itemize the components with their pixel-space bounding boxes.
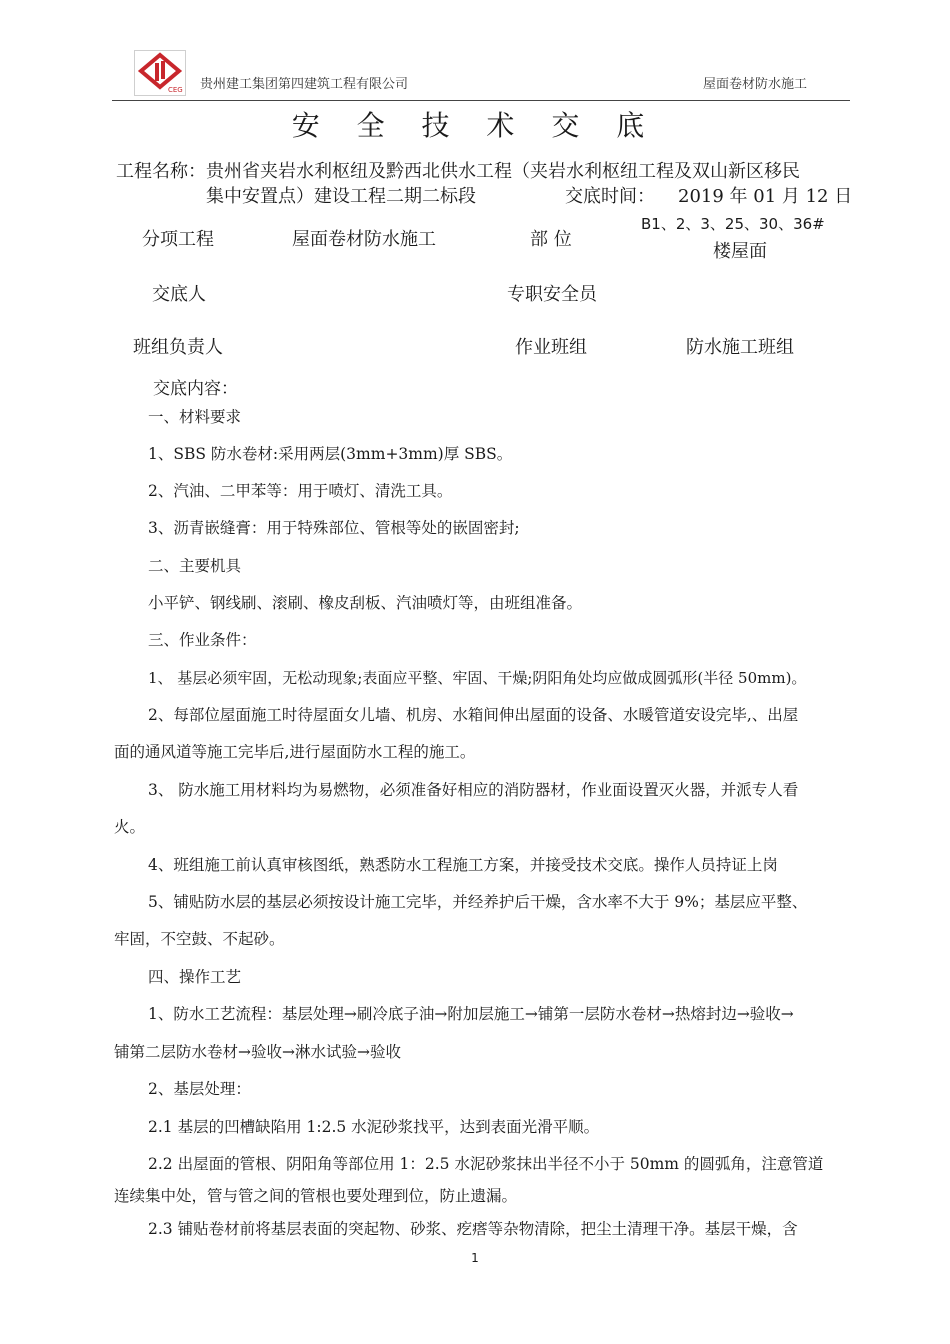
text-line: 铺第二层防水卷材→验收→淋水试验→验收 [114, 1043, 401, 1061]
section-heading: 三、作业条件： [148, 631, 257, 649]
subitem-value: 屋面卷材防水施工 [292, 229, 436, 250]
logo-text: CEG [168, 86, 183, 94]
date-value: 2019 年 01 月 12 日 [678, 186, 853, 207]
page-number: 1 [471, 1251, 479, 1265]
text-line: 面的通风道等施工完毕后,进行屋面防水工程的施工。 [114, 743, 476, 761]
location-value-1: B1、2、3、25、30、36# [641, 215, 825, 233]
text-line: 2、每部位屋面施工时待屋面女儿墙、机房、水箱间伸出屋面的设备、水暖管道安设完毕,、出屋 [148, 706, 799, 724]
location-label: 部 位 [530, 229, 572, 250]
location-value-2: 楼屋面 [713, 241, 767, 262]
content-heading: 交底内容： [153, 379, 238, 399]
text-line: 连续集中处，管与管之间的管根也要处理到位，防止遗漏。 [114, 1187, 518, 1205]
text-line: 2.1 基层的凹槽缺陷用 1:2.5 水泥砂浆找平，达到表面光滑平顺。 [148, 1118, 600, 1136]
text-line: 2.2 出屋面的管根、阴阳角等部位用 1：2.5 水泥砂浆抹出半径不小于 50mm 的圆弧角，注意管道 [148, 1155, 824, 1173]
text-line: 3、 防水施工用材料均为易燃物，必须准备好相应的消防器材，作业面设置灭火器，并派专人看 [148, 781, 799, 799]
text-line: 火。 [114, 818, 146, 836]
work-team-label: 作业班组 [515, 337, 587, 358]
document-title: 安 全 技 术 交 底 [291, 109, 659, 142]
header-subject: 屋面卷材防水施工 [703, 77, 808, 92]
section-heading: 一、材料要求 [148, 408, 242, 426]
text-line: 5、铺贴防水层的基层必须按设计施工完毕，并经养护后干燥，含水率不大于 9%；基层应平整、 [148, 893, 808, 911]
section-heading: 二、主要机具 [148, 557, 242, 575]
company-logo [134, 50, 186, 96]
text-line: 4、班组施工前认真审核图纸，熟悉防水工程施工方案，并接受技术交底。操作人员持证上岗 [148, 856, 778, 874]
text-line: 1、 基层必须牢固，无松动现象;表面应平整、牢固、干燥;阴阳角处均应做成圆弧形(半径 50mm)。 [148, 669, 807, 687]
text-line: 3、沥青嵌缝膏：用于特殊部位、管根等处的嵌固密封; [148, 519, 520, 537]
text-line: 2、汽油、二甲苯等：用于喷灯、清洗工具。 [148, 482, 453, 500]
text-line: 小平铲、钢线刷、滚刷、橡皮刮板、汽油喷灯等，由班组准备。 [148, 594, 583, 612]
text-line: 2、基层处理： [148, 1080, 251, 1098]
project-name-line1: 工程名称：贵州省夹岩水利枢纽及黔西北供水工程（夹岩水利枢纽工程及双山新区移民 [116, 161, 800, 182]
date-label: 交底时间： [565, 186, 655, 207]
ceg-logo-icon [135, 51, 185, 95]
text-line: 1、SBS 防水卷材:采用两层(3mm+3mm)厚 SBS。 [148, 445, 513, 463]
discloser-label: 交底人 [152, 284, 206, 305]
text-line: 1、防水工艺流程：基层处理→刷冷底子油→附加层施工→铺第一层防水卷材→热熔封边→验收→ [148, 1005, 794, 1023]
section-heading: 四、操作工艺 [148, 968, 242, 986]
text-line: 2.3 铺贴卷材前将基层表面的突起物、砂浆、疙瘩等杂物清除，把尘土清理干净。基层干燥，含 [148, 1220, 798, 1238]
safety-officer-label: 专职安全员 [507, 284, 597, 305]
project-name-line2: 集中安置点）建设工程二期二标段 [206, 186, 476, 207]
work-team-value: 防水施工班组 [686, 337, 794, 358]
text-line: 牢固，不空鼓、不起砂。 [114, 930, 285, 948]
header-divider [112, 100, 850, 101]
team-leader-label: 班组负责人 [133, 337, 223, 358]
header-company: 贵州建工集团第四建筑工程有限公司 [200, 77, 409, 92]
subitem-label: 分项工程 [142, 229, 214, 250]
